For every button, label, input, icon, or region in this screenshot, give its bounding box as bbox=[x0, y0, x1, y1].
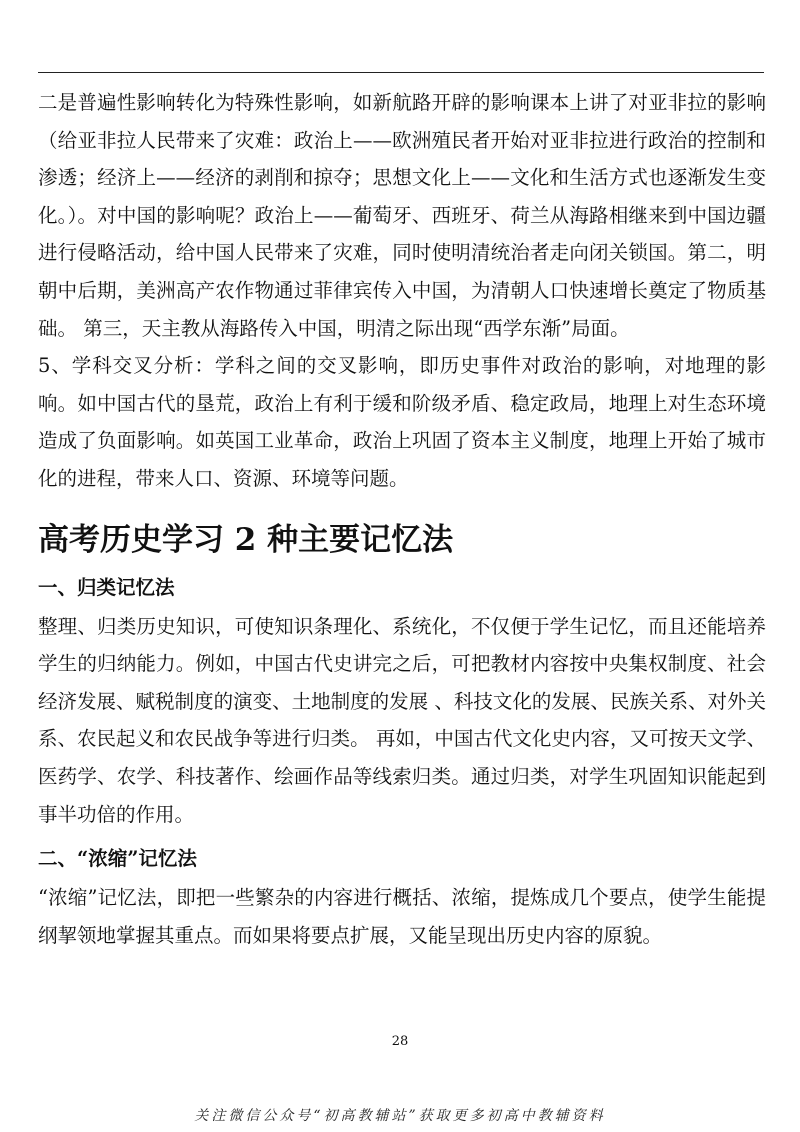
section-title: 高考历史学习 2 种主要记忆法 bbox=[38, 521, 454, 558]
heading-condensation-memory: 二、“浓缩”记忆法 bbox=[38, 847, 197, 871]
footer-promo-text: 关注微信公众号“初高教辅站”获取更多初高中教辅资料 bbox=[194, 1108, 606, 1124]
heading-classification-memory: 一、归类记忆法 bbox=[38, 575, 175, 599]
paragraph-condensation-memory: “浓缩”记忆法，即把一些繁杂的内容进行概括、浓缩，提炼成几个要点，使学生能提纲挈领地掌握其重点。而如果将要点扩展，又能呈现出历史内容的原貌。 bbox=[38, 886, 766, 947]
header-rule bbox=[38, 72, 764, 73]
page-number: 28 bbox=[391, 1034, 409, 1049]
paragraph-classification-memory: 整理、归类历史知识，可使知识条理化、系统化，不仅便于学生记忆，而且还能培养学生的归纳能力。例如，中国古代史讲完之后，可把教材内容按中央集权制度、社会经济发展、赋税制度的演变、土地制度的发展 、科技文化的发展、民族关系、对外关系、农民起义和农民战争等进行归类。 再如，中国古代文化史内容，又可按天文学、医药学、农学、科技著作、绘画作品等线索归类。通过归类，对学生巩固知识能起到事半功倍的作用。 bbox=[38, 614, 766, 826]
paragraph-influence-transformation: 二是普遍性影响转化为特殊性影响，如新航路开辟的影响课本上讲了对亚非拉的影响（给亚非拉人民带来了灾难：政治上——欧洲殖民者开始对亚非拉进行政治的控制和渗透；经济上——经济的剥削和掠夺；思想文化上——文化和生活方式也逐渐发生变化。）。对中国的影响呢？政治上——葡萄牙、西班牙、荷兰从海路相继来到中国边疆进行侵略活动，给中国人民带来了灾难，同时使明清统治者走向闭关锁国。第二，明朝中后期，美洲高产农作物通过菲律宾传入中国，为清朝人口快速增长奠定了物质基础。 第三，天主教从海路传入中国，明清之际出现“西学东渐”局面。 bbox=[38, 91, 766, 340]
document-body bbox=[38, 84, 766, 954]
paragraph-interdisciplinary-analysis: 5、学科交叉分析：学科之间的交叉影响，即历史事件对政治的影响，对地理的影响。如中国古代的垦荒，政治上有利于缓和阶级矛盾、稳定政局，地理上对生态环境造成了负面影响。如英国工业革命，政治上巩固了资本主义制度，地理上开始了城市化的进程，带来人口、资源、环境等问题。 bbox=[38, 354, 766, 490]
